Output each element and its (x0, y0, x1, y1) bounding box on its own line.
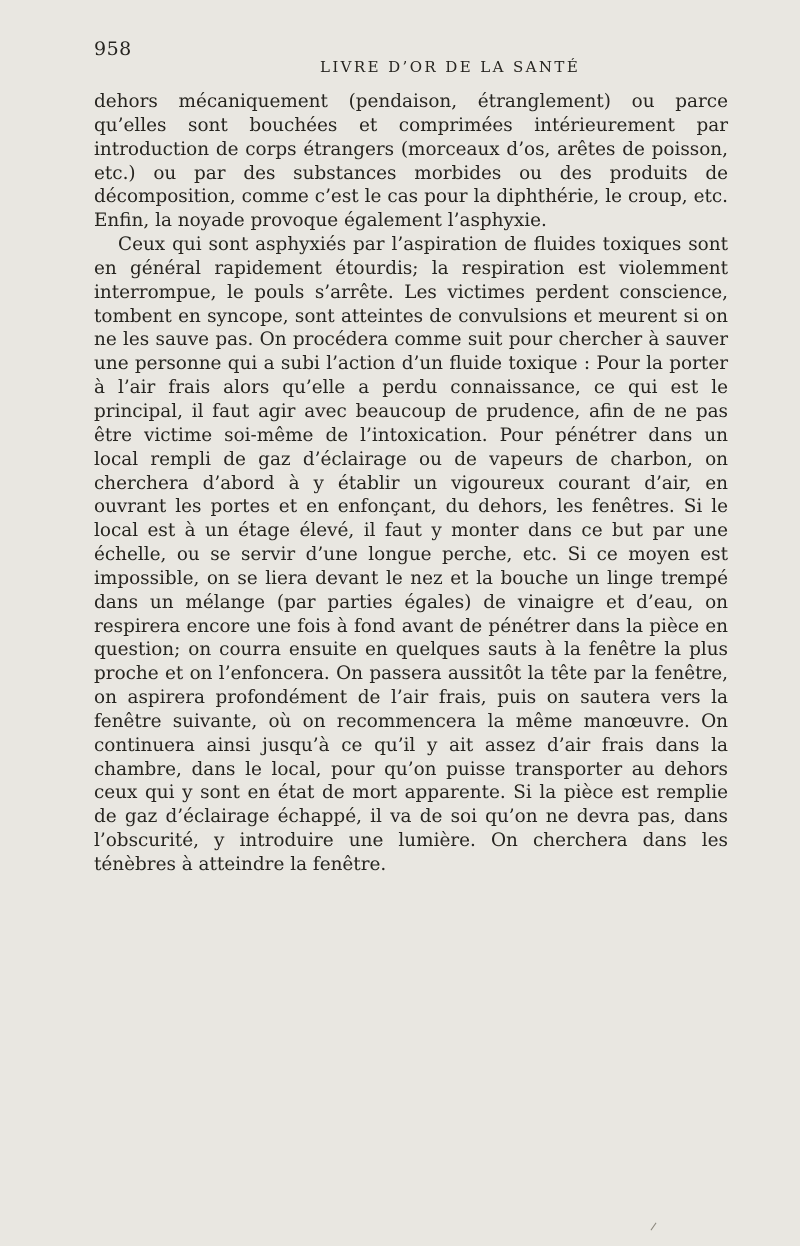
running-title: LIVRE D’OR DE LA SANTÉ (320, 58, 581, 76)
body-text (94, 90, 728, 877)
paragraph-continuation: dehors mécaniquement (pendaison, étranglement) ou parce qu’elles sont bouchées et comprimées intérieurement par introduction de corps étrangers (morceaux d’os, arêtes de poisson, etc.) ou par des substances morbides ou des produits de décomposition, comme c’est le cas pour la diphthérie, le croup, etc. Enfin, la noyade provoque également l’asphyxie. (94, 91, 728, 232)
paragraph-asphyxia-rescue: Ceux qui sont asphyxiés par l’aspiration de fluides toxiques sont en général rapidement étourdis; la respiration est violemment interrompue, le pouls s’arrête. Les victimes perdent conscience, tombent en syncope, sont atteintes de convulsions et meurent si on ne les sauve pas. On procédera comme suit pour chercher à sauver une personne qui a subi l’action d’un fluide toxique : Pour la porter à l’air frais alors qu’elle a perdu connaissance, ce qui est le principal, il faut agir avec beaucoup de prudence, afin de ne pas être victime soi-même de l’intoxication. Pour pénétrer dans un local rempli de gaz d’éclairage ou de vapeurs de charbon, on cherchera d’abord à y établir un vigoureux courant d’air, en ouvrant les portes et en enfonçant, du dehors, les fenêtres. Si le local est à un étage élevé, il faut y monter dans ce but par une échelle, ou se servir d’une longue perche, etc. Si ce moyen est impossible, on se liera devant le nez et la bouche un linge trempé dans un mélange (par parties égales) de vinaigre et d’eau, on respirera encore une fois à fond avant de pénétrer dans la pièce en question; on courra ensuite en quelques sauts à la fenêtre la plus proche et on l’enfoncera. On passera aussitôt la tête par la fenêtre, on aspirera profondément de l’air frais, puis on sautera vers la fenêtre suivante, où on recommencera la même manœuvre. On continuera ainsi jusqu’à ce qu’il y ait assez d’air frais dans la chambre, dans le local, pour qu’on puisse transporter au dehors ceux qui y sont en état de mort apparente. Si la pièce est remplie de gaz d’éclairage échappé, il va de soi qu’on ne devra pas, dans l’obscurité, y introduire une lumière. On cherchera dans les ténèbres à atteindre la fenêtre. (94, 234, 728, 875)
page-number: 958 (94, 38, 132, 60)
page-mark (651, 1223, 657, 1231)
